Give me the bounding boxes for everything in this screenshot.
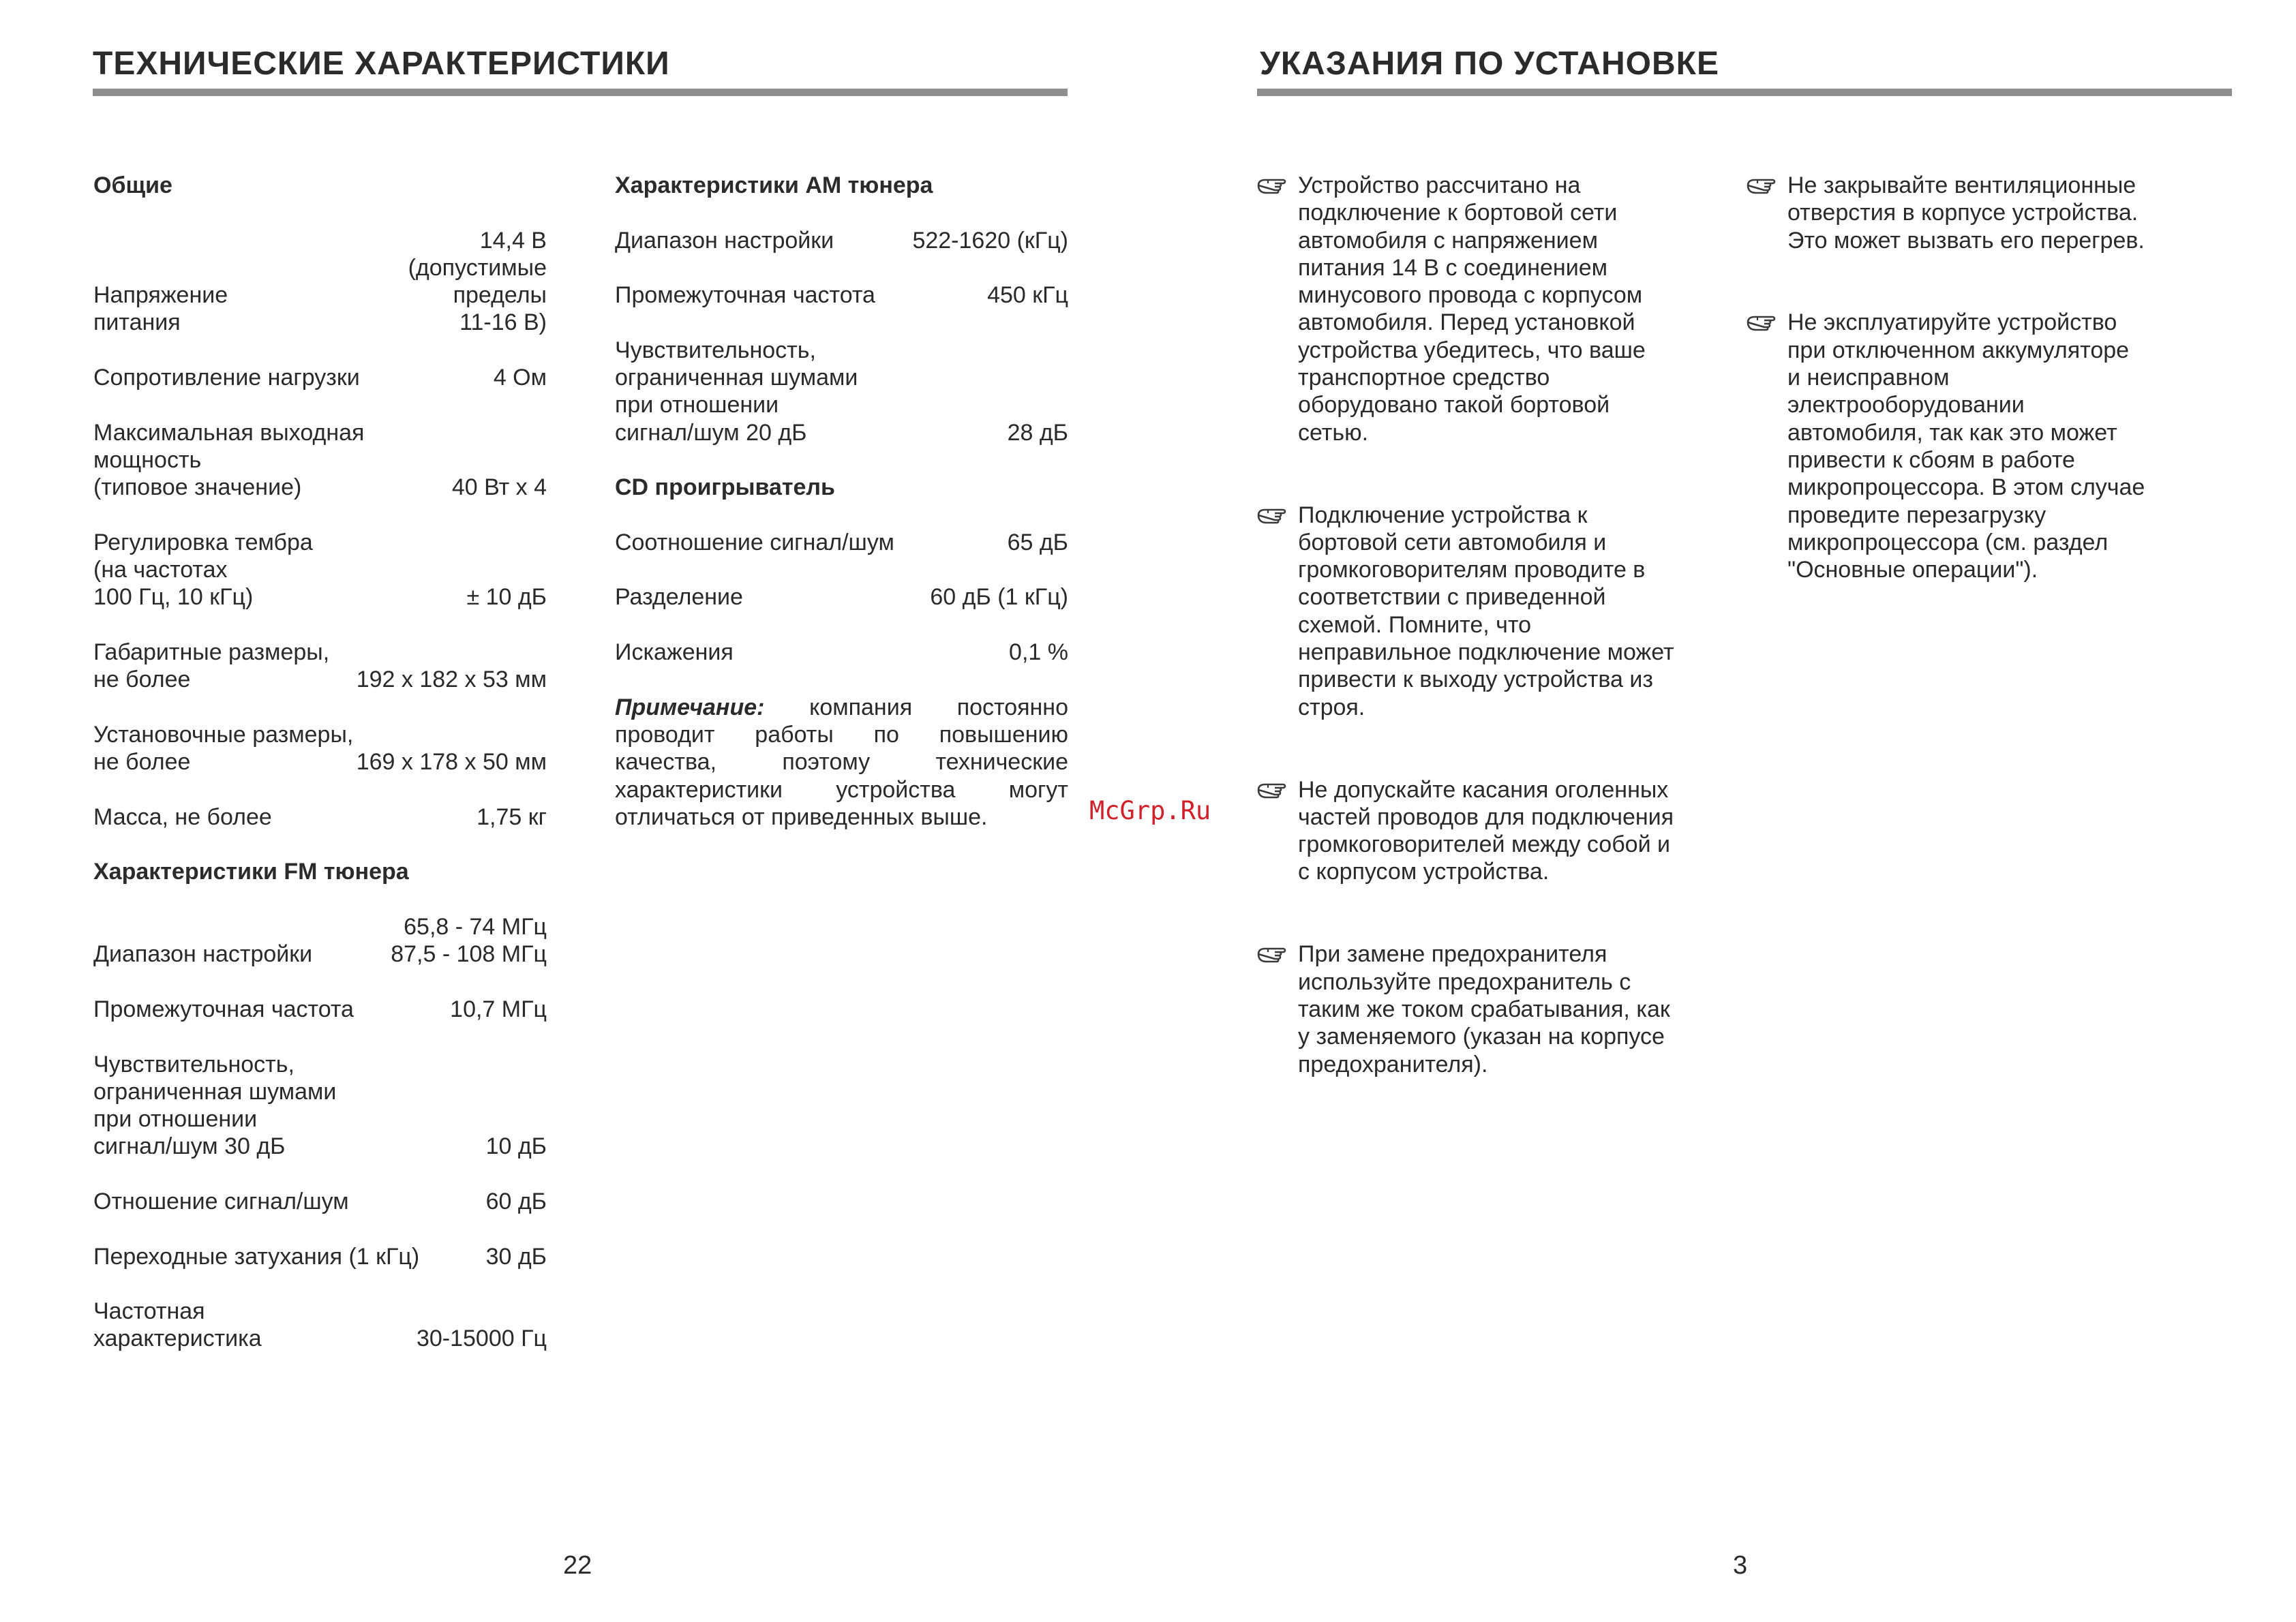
spec-value: 40 Вт х 4 (451, 474, 547, 501)
instruction-text: При замене предохранителя используйте предохранитель с таким же током срабатывания, как у заменяемого (указан на корпусе предохранителя). (1298, 941, 1670, 1077)
note-text: компания постоянно проводит работы по повышению качества, поэтому технические характеристики устройства могут отличаться от приведенных выше. (615, 694, 1068, 830)
spec-label: Диапазон настройки (615, 227, 834, 254)
spec-value: 14,4 В (допустимые пределы 11-16 В) (408, 227, 547, 336)
section-title-general: Общие (93, 172, 172, 198)
watermark: McGrp.Ru (1089, 796, 1211, 825)
spec-row (93, 639, 547, 694)
instruction-text: Устройство рассчитано на подключение к бортовой сети автомобиля с напряжением питания 14 В с соединением минусового провода с корпусом автомобиля. Перед установкой устройства убедитесь, что ваше транспортное средство оборудовано такой бортовой сетью. (1298, 172, 1646, 446)
spec-value: 10,7 МГц (450, 996, 547, 1022)
spec-row (615, 529, 1068, 556)
spec-row (93, 1243, 547, 1270)
spec-value: 65 дБ (1007, 529, 1068, 555)
spec-label: Чувствительность, ограниченная шумами при отношении сигнал/шум 20 дБ (615, 337, 858, 446)
section-title-fm: Характеристики FM тюнера (93, 859, 409, 885)
instruction-text: Не эксплуатируйте устройство при отключенном аккумуляторе и неисправном электрооборудовании автомобиля, так как это может привести к сбоям в работе микропроцессора. В этом случае проведите перезагрузку микропроцессора (см. раздел "Основные операции"). (1787, 309, 2145, 583)
install-column-2 (1745, 172, 2222, 583)
spec-label: Разделение (615, 584, 743, 611)
pointing-hand-icon (1256, 502, 1294, 529)
spec-value: ± 10 дБ (466, 584, 547, 611)
spec-row (615, 337, 1068, 446)
spec-row (93, 804, 547, 831)
spec-row (93, 419, 547, 502)
pointing-hand-icon (1256, 172, 1294, 199)
spec-value: 28 дБ (1007, 419, 1068, 446)
spec-label: Искажения (615, 639, 734, 666)
right-heading-rule (1257, 89, 2232, 96)
spec-label: Сопротивление нагрузки (93, 365, 360, 391)
note-paragraph (615, 694, 1068, 831)
section-title-cd: CD проигрыватель (615, 474, 835, 501)
spec-row (93, 721, 547, 776)
spec-row (93, 996, 547, 1023)
spec-label: Установочные размеры, не более (93, 721, 354, 776)
instruction-item (1256, 776, 1733, 886)
spec-value: 60 дБ (1 кГц) (930, 584, 1068, 611)
instruction-item (1745, 172, 2222, 254)
spec-value: 169 х 178 х 50 мм (356, 749, 547, 776)
page-number-left: 22 (563, 1551, 592, 1580)
spec-label: Соотношение сигнал/шум (615, 529, 894, 555)
spec-value: 10 дБ (485, 1133, 547, 1160)
instruction-item (1745, 309, 2222, 583)
spec-label: Диапазон настройки (93, 941, 313, 968)
spec-value: 1,75 кг (477, 804, 547, 830)
spec-label: Габаритные размеры, не более (93, 639, 330, 693)
spec-value: 30-15000 Гц (416, 1326, 547, 1352)
install-column-1 (1256, 172, 1733, 1078)
spec-row (93, 1298, 547, 1353)
spec-value: 0,1 % (1009, 639, 1068, 666)
left-page-title: ТЕХНИЧЕСКИЕ ХАРАКТЕРИСТИКИ (93, 46, 670, 82)
spec-label: Напряжение питания (93, 282, 228, 336)
spec-row (615, 583, 1068, 611)
spec-label: Максимальная выходная мощность (типовое значение) (93, 419, 365, 501)
instruction-text: Подключение устройства к бортовой сети автомобиля и громкоговорителям проводите в соответствии с приведенной схемой. Помните, что неправильное подключение может привести к выходу устройства из строя. (1298, 502, 1674, 720)
spec-row (93, 227, 547, 337)
spec-value: 4 Ом (493, 365, 547, 391)
spec-label: Масса, не более (93, 804, 272, 830)
right-page-title: УКАЗАНИЯ ПО УСТАНОВКЕ (1260, 46, 1719, 82)
spec-value: 65,8 - 74 МГц 87,5 - 108 МГц (391, 914, 547, 968)
spec-row (615, 639, 1068, 666)
spec-value: 522-1620 (кГц) (912, 227, 1068, 254)
instruction-text: Не закрывайте вентиляционные отверстия в корпусе устройства. Это может вызвать его перегрев. (1787, 172, 2145, 254)
section-title-am: Характеристики AM тюнера (615, 172, 933, 198)
spec-row (93, 364, 547, 391)
page-number-right: 3 (1733, 1551, 1748, 1580)
spec-label: Промежуточная частота (93, 996, 354, 1022)
spec-value: 192 х 182 х 53 мм (356, 667, 547, 693)
pointing-hand-icon (1256, 776, 1294, 804)
spec-value: 30 дБ (485, 1243, 547, 1270)
pointing-hand-icon (1745, 172, 1783, 199)
note-label: Примечание: (615, 694, 765, 720)
specs-column-left (93, 172, 547, 1380)
spec-label: Переходные затухания (1 кГц) (93, 1243, 420, 1270)
instruction-text: Не допускайте касания оголенных частей проводов для подключения громкоговорителей между собой и с корпусом устройства. (1298, 776, 1674, 885)
spec-row (93, 1051, 547, 1161)
left-heading-rule (93, 89, 1068, 96)
spec-label: Регулировка тембра (на частотах 100 Гц, 10 кГц) (93, 529, 313, 611)
spec-row (615, 281, 1068, 309)
spec-row (615, 227, 1068, 254)
pointing-hand-icon (1745, 309, 1783, 336)
spec-label: Чувствительность, ограниченная шумами при отношении сигнал/шум 30 дБ (93, 1051, 337, 1160)
spec-label: Промежуточная частота (615, 282, 875, 309)
spec-row (93, 1188, 547, 1215)
specs-column-right (615, 172, 1068, 831)
instruction-item (1256, 172, 1733, 446)
spec-value: 60 дБ (485, 1188, 547, 1214)
spec-value: 450 кГц (987, 282, 1068, 309)
spec-label: Отношение сигнал/шум (93, 1188, 349, 1214)
instruction-item (1256, 940, 1733, 1077)
pointing-hand-icon (1256, 940, 1294, 968)
spec-row (93, 913, 547, 968)
spec-label: Частотная характеристика (93, 1298, 262, 1352)
instruction-item (1256, 502, 1733, 721)
spec-row (93, 529, 547, 611)
